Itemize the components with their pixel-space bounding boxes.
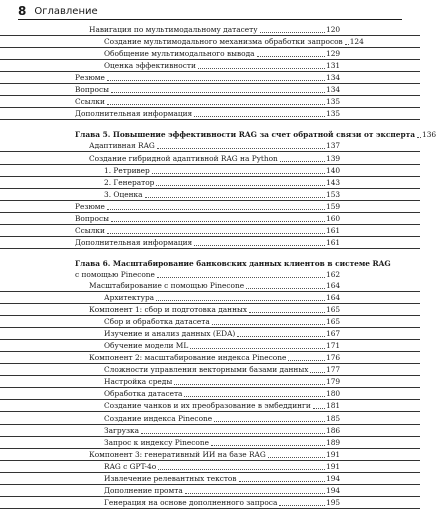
dot-leader [158,469,325,470]
toc-entry[interactable] [0,60,420,72]
dot-leader [417,137,421,138]
dot-leader [107,233,325,234]
toc-entry-title: Вопросы [75,85,110,95]
toc-entry-page: 177 [326,365,341,375]
dot-leader [212,324,325,325]
toc-entry-title: Глава 5. Повышение эффективности RAG за счет обратной связи от эксперта [75,130,416,140]
dot-leader [198,68,325,69]
toc-entry-title: Запрос к индексу Pinecone [104,437,209,447]
toc-entry-page: 162 [326,269,341,279]
toc-entry-title: Загрузка [104,425,140,435]
toc-entry-title: Генерация на основе дополненного запроса [104,497,278,507]
toc-entry[interactable] [0,96,420,108]
toc-entry-title: Обработка датасета [104,389,183,399]
dot-leader [185,493,325,494]
toc-entry[interactable] [0,437,420,449]
toc-entry[interactable] [0,72,420,84]
toc-entry-page: 143 [326,177,341,187]
toc-entry[interactable] [0,412,420,424]
toc-entry[interactable] [0,425,420,437]
dot-leader [157,277,325,278]
page-header [18,3,402,20]
toc-entry[interactable] [0,461,420,473]
dot-leader [211,445,325,446]
toc-entry-page: 165 [326,305,341,315]
toc-entry-title: Глава 6. Масштабирование банковских данных клиентов в системе RAG [75,258,391,268]
toc-entry[interactable] [0,473,420,485]
toc-entry-title: Адаптивная RAG [89,141,155,151]
dot-leader [107,209,325,210]
dot-leader [313,408,325,409]
dot-leader [184,396,325,397]
dot-leader [107,104,325,105]
toc-entry-page: 171 [326,341,341,351]
toc-entry-page: 164 [326,293,341,303]
dot-leader [152,173,325,174]
toc-entry[interactable] [0,304,420,316]
toc-entry[interactable] [0,352,420,364]
toc-entry-title: Сложности управления векторными базами данных [104,365,309,375]
toc-entry-page: 164 [326,280,341,290]
toc-entry-title: Сбор и обработка датасета [104,317,210,327]
toc-entry[interactable] [0,165,420,177]
toc-entry[interactable] [0,292,420,304]
toc-entry-title: Ссылки [75,225,105,235]
toc-entry-page: 129 [326,49,341,59]
dot-leader [280,161,325,162]
dot-leader [310,372,325,373]
dot-leader [279,505,325,506]
dot-leader [249,312,325,313]
dot-leader [174,384,325,385]
toc-entry-page: 140 [326,165,341,175]
table-of-contents [0,24,436,509]
dot-leader [156,300,325,301]
toc-entry[interactable] [0,152,420,164]
toc-entry[interactable] [0,316,420,328]
toc-entry-title: Масштабирование с помощью Pinecone [89,280,245,290]
toc-entry-page: 167 [326,329,341,339]
dot-leader [345,44,349,45]
toc-entry[interactable] [0,225,420,237]
dot-leader [190,348,325,349]
toc-entry-page: 181 [326,401,341,411]
toc-entry-page: 131 [326,61,341,71]
dot-leader [257,56,325,57]
toc-entry-title: Создание индекса Pinecone [104,413,213,423]
toc-entry-page: 161 [326,237,341,247]
toc-entry-title: Настройка среды [104,377,173,387]
toc-entry-title: с помощью Pinecone [75,269,155,279]
toc-entry-page: 179 [326,377,341,387]
toc-entry-page: 137 [326,141,341,151]
toc-entry-page: 191 [326,461,341,471]
toc-entry-title: Оценка эффективности [104,61,196,71]
toc-entry-page: 136 [422,130,436,140]
toc-entry-title: Дополнение промта [104,485,183,495]
toc-entry-title: Вопросы [75,213,110,223]
toc-entry[interactable] [0,364,420,376]
toc-entry[interactable] [0,340,420,352]
toc-entry-title: Создание чанков и их преобразование в эмбеддинги [104,401,311,411]
dot-leader [111,92,325,93]
toc-entry-title: 3. Оценка [104,189,143,199]
toc-entry-title: Архитектура [104,293,155,303]
toc-entry-title: Дополнительная информация [75,109,193,119]
toc-entry-title: Извлечение релевантных текстов [104,473,237,483]
toc-entry-title: Навигация по мультимодальному датасету [89,25,258,35]
toc-entry-title: Обучение модели ML [104,341,189,351]
toc-entry-page: 186 [326,425,341,435]
dot-leader [260,32,325,33]
dot-leader [194,245,325,246]
dot-leader [107,80,325,81]
toc-entry-page: 134 [326,85,341,95]
toc-entry-page: 165 [326,317,341,327]
page-number: 8 [18,4,27,18]
toc-entry[interactable] [0,449,420,461]
toc-entry-page: 180 [326,389,341,399]
toc-entry-page: 134 [326,73,341,83]
toc-entry-page: 176 [326,353,341,363]
toc-entry[interactable] [0,388,420,400]
toc-entry-page: 160 [326,213,341,223]
toc-entry-title: Компонент 1: сбор и подготовка данных [89,305,248,315]
toc-entry-page: 161 [326,225,341,235]
toc-entry-page: 185 [326,413,341,423]
toc-entry[interactable] [0,280,420,292]
dot-leader [141,433,325,434]
toc-entry-title: Ссылки [75,97,105,107]
toc-entry[interactable] [0,328,420,340]
toc-entry[interactable] [0,129,436,140]
toc-entry[interactable] [0,400,420,412]
dot-leader [157,148,325,149]
toc-entry[interactable] [0,140,420,152]
toc-entry[interactable] [0,177,420,189]
toc-entry[interactable] [0,485,420,497]
toc-entry-title: Резюме [75,201,105,211]
toc-entry[interactable] [0,213,420,225]
dot-leader [145,197,325,198]
toc-entry[interactable] [0,24,420,36]
toc-entry-title: 1. Ретривер [104,165,150,175]
toc-entry-title: Компонент 2: масштабирование индекса Pinecone [89,353,287,363]
toc-entry[interactable] [0,269,420,280]
toc-entry[interactable] [0,497,420,509]
toc-entry-title: Обобщение мультимодального вывода [104,49,255,59]
dot-leader [246,288,325,289]
toc-entry-title: 2. Генератор [104,177,155,187]
toc-entry-page: 120 [326,25,341,35]
toc-entry-page: 191 [326,449,341,459]
dot-leader [239,481,325,482]
toc-entry-page: 195 [326,497,341,507]
dot-leader [111,221,325,222]
toc-entry-title: Изучение и анализ данных (EDA) [104,329,236,339]
toc-entry-page: 189 [326,437,341,447]
toc-entry-title: Создание гибридной адаптивной RAG на Python [89,153,278,163]
toc-entry[interactable] [0,48,420,60]
toc-entry[interactable] [0,237,420,249]
dot-leader [156,185,325,186]
toc-entry-title: RAG с GPT-4o [104,461,157,471]
toc-entry-page: 135 [326,109,341,119]
toc-entry[interactable] [0,258,420,269]
dot-leader [237,336,325,337]
toc-entry-page: 159 [326,201,341,211]
toc-entry-title: Резюме [75,73,105,83]
toc-entry-title: Компонент 3: генеративный ИИ на базе RAG [89,449,266,459]
toc-entry[interactable] [0,201,420,213]
toc-entry-page: 135 [326,97,341,107]
toc-entry[interactable] [0,108,420,120]
toc-entry-page: 124 [349,37,364,47]
toc-entry-title: Дополнительная информация [75,237,193,247]
toc-entry-page: 153 [326,189,341,199]
toc-entry[interactable] [0,36,420,48]
toc-entry-page: 194 [326,473,341,483]
toc-entry-page: 139 [326,153,341,163]
dot-leader [214,421,325,422]
toc-entry[interactable] [0,189,420,201]
toc-entry-title: Создание мультимодального механизма обработки запросов [104,37,343,47]
dot-leader [288,360,325,361]
running-title: Оглавление [34,5,98,17]
toc-entry[interactable] [0,84,420,96]
toc-entry-page: 194 [326,485,341,495]
toc-entry[interactable] [0,376,420,388]
dot-leader [268,457,325,458]
dot-leader [194,116,325,117]
